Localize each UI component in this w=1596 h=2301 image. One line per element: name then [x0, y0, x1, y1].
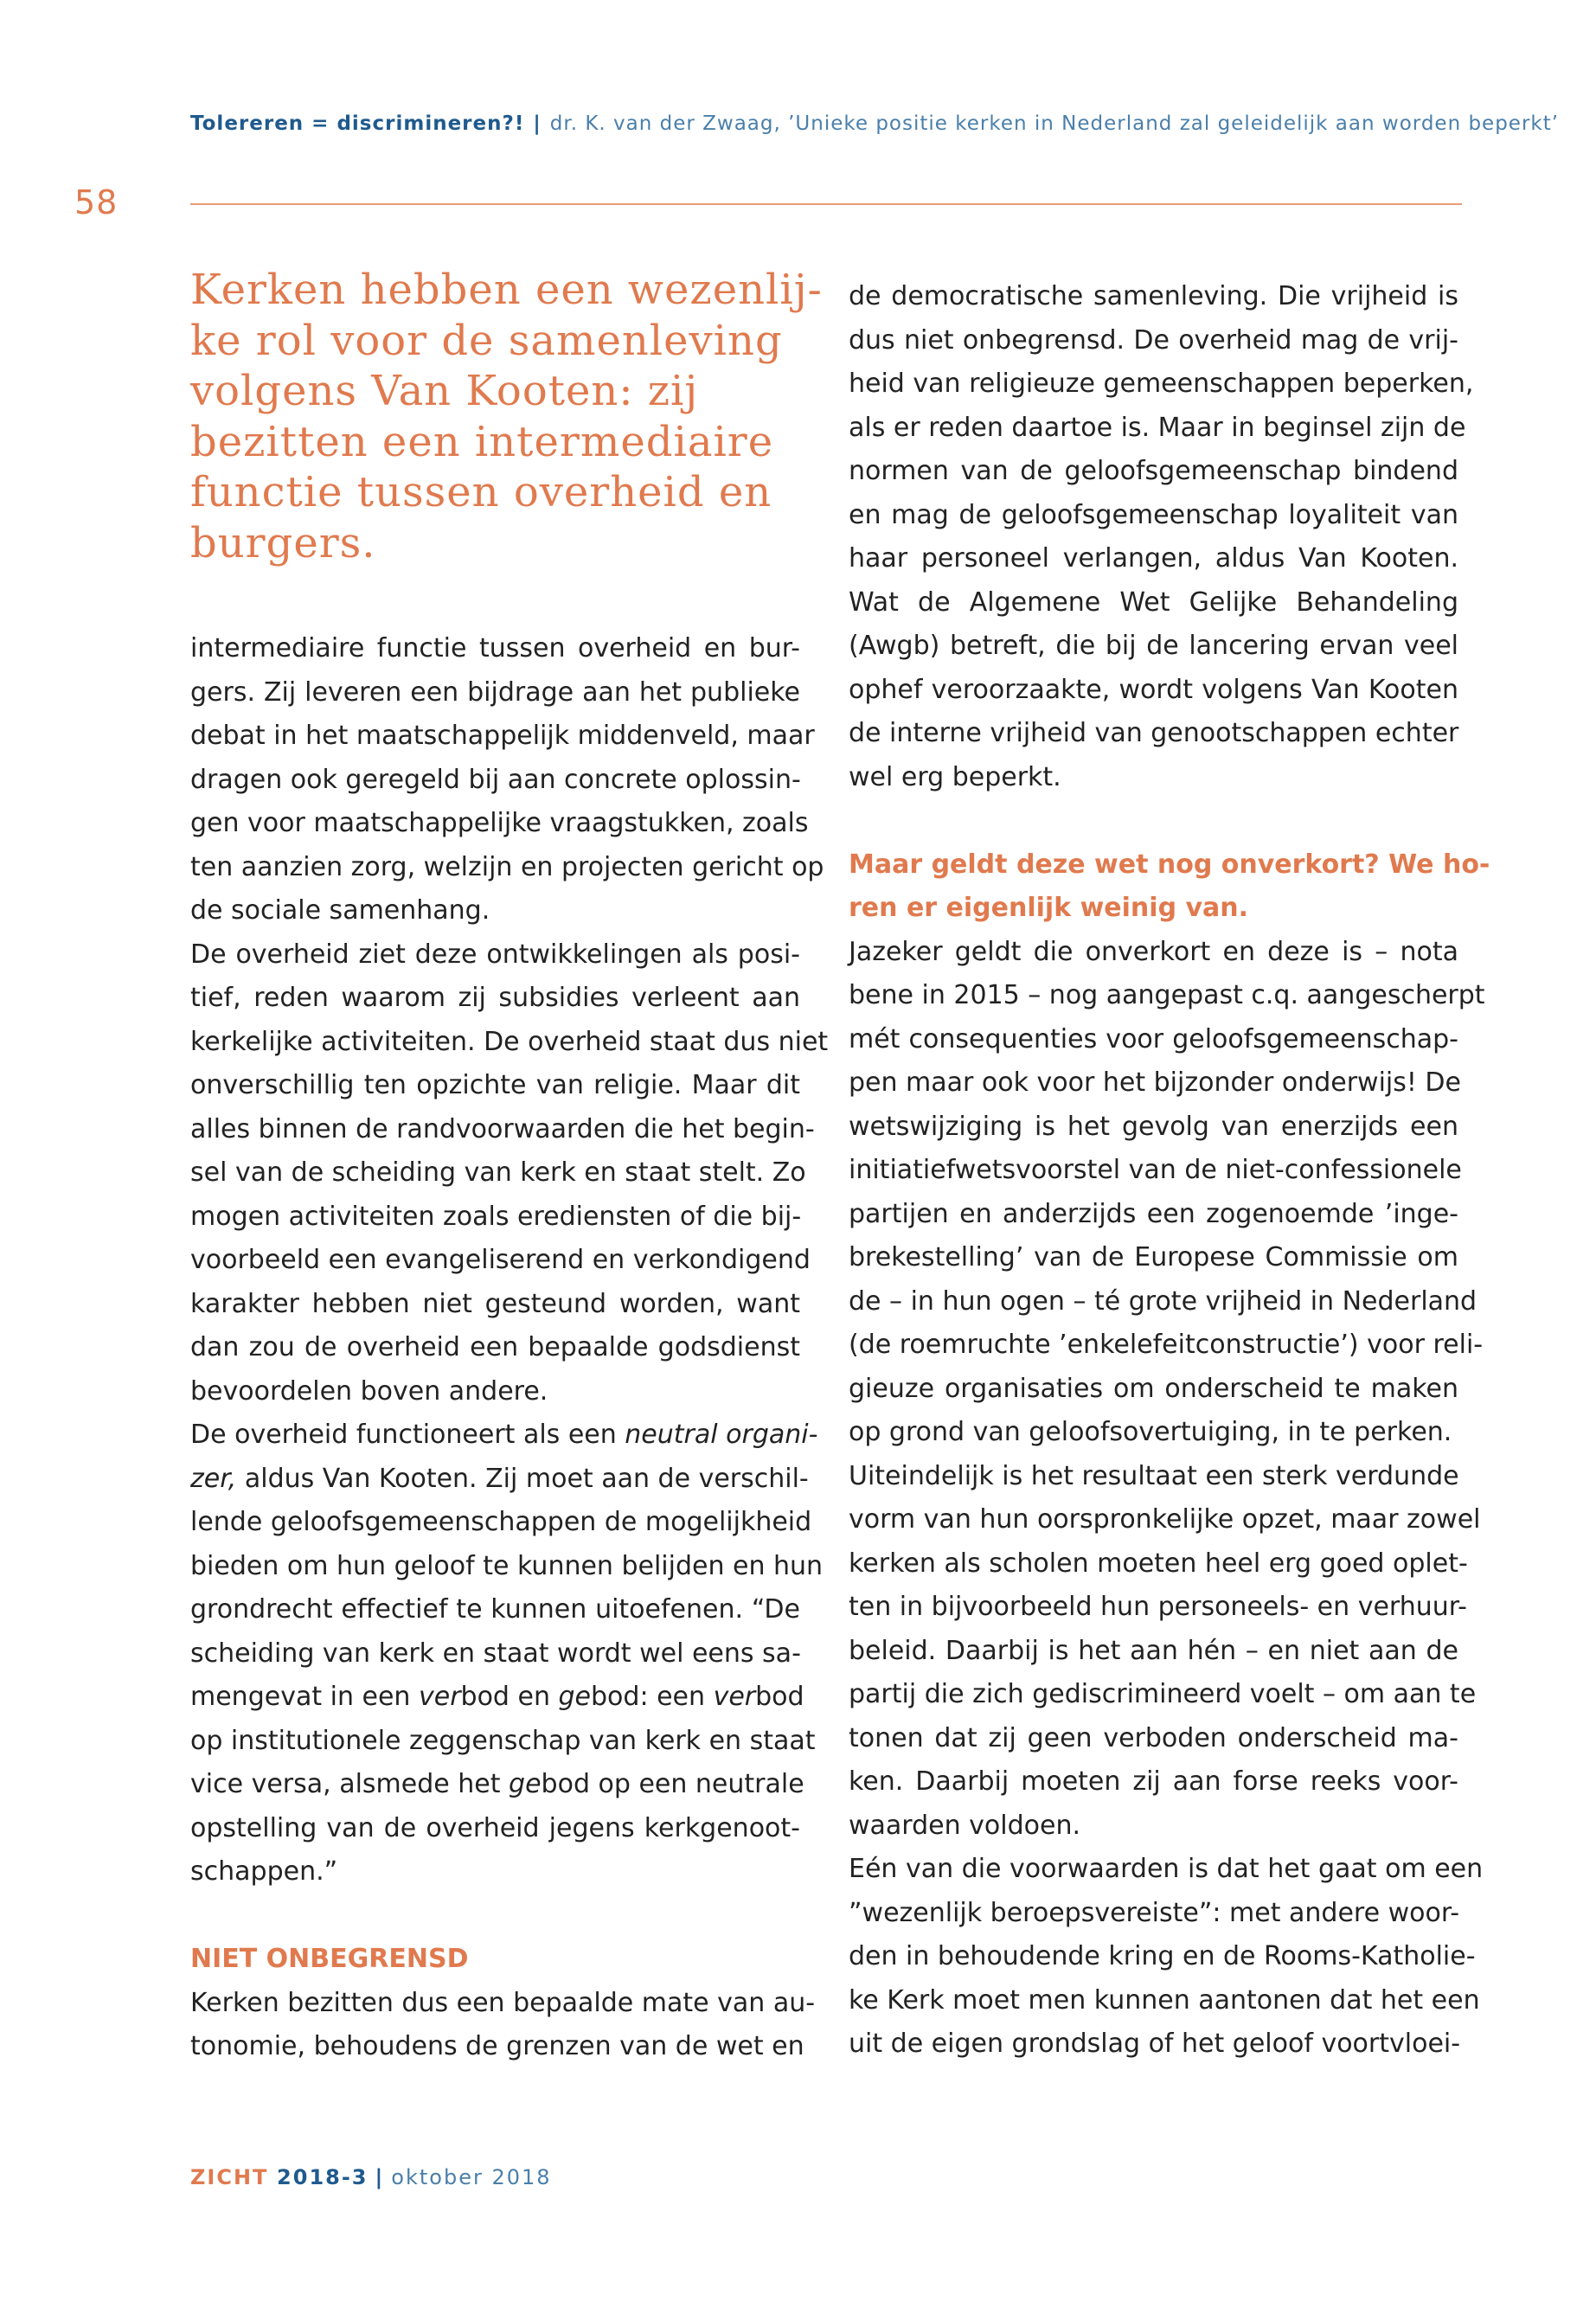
body-line: initiatiefwetsvoorstel van de niet-confessionele — [849, 1155, 1462, 1185]
text-run: De overheid functioneert als een — [190, 1420, 625, 1450]
interview-question-line: ren er eigenlijk weinig van. — [849, 893, 1249, 923]
body-line: kerkelijke activiteiten. De overheid staat dus niet — [190, 1026, 829, 1057]
body-line — [190, 1763, 804, 1807]
body-line: bieden om hun geloof te kunnen belijden en hun — [190, 1550, 824, 1581]
italic-run: ge — [558, 1682, 592, 1712]
running-header — [190, 112, 1560, 135]
right-column-lines-a — [849, 275, 1474, 799]
text-run: bod — [755, 1682, 804, 1712]
body-line — [190, 1413, 818, 1458]
footer-date: oktober 2018 — [391, 2165, 552, 2189]
body-line: de – in hun ogen – té grote vrijheid in Nederland — [849, 1285, 1477, 1317]
body-line: mogen activiteiten zoals erediensten of die bij- — [190, 1201, 802, 1232]
body-line: De overheid ziet deze ontwikkelingen als posi- — [190, 939, 800, 970]
header-series-title: Tolereren = discrimineren?! — [190, 112, 525, 135]
body-line: pen maar ook voor het bijzonder onderwijs! De — [849, 1067, 1461, 1098]
left-column — [190, 627, 829, 2069]
body-line: gieuze organisaties om onderscheid te maken — [849, 1373, 1458, 1404]
footer-magazine-name: ZICHT — [190, 2165, 269, 2189]
body-line: Uiteindelijk is het resultaat een sterk verdunde — [849, 1460, 1459, 1491]
body-line: debat in het maatschappelijk middenveld, maar — [190, 721, 815, 751]
body-line: heid van religieuze gemeenschappen beperken, — [849, 369, 1474, 399]
body-line: waarden voldoen. — [849, 1810, 1081, 1841]
body-line: ten aanzien zorg, welzijn en projecten gericht op — [190, 851, 824, 882]
italic-run: neutral organi- — [625, 1420, 818, 1450]
body-line: bene in 2015 – nog aangepast c.q. aangescherpt — [849, 980, 1485, 1010]
body-line: en mag de geloofsgemeenschap loyaliteit van — [849, 499, 1458, 530]
section-heading: NIET ONBEGRENSD — [190, 1944, 469, 1974]
body-line: kerken als scholen moeten heel erg goed oplet- — [849, 1548, 1468, 1579]
body-line: ke Kerk moet men kunnen aantonen dat het een — [849, 1984, 1480, 2016]
right-column-lines-b — [849, 931, 1485, 2067]
body-line: partijen en anderzijds een zogenoemde ’inge- — [849, 1198, 1458, 1229]
italic-run: zer, — [190, 1463, 237, 1494]
body-line: haar personeel verlangen, aldus Van Kooten. — [849, 543, 1458, 574]
body-line: tief, reden waarom zij subsidies verleent aan — [190, 983, 800, 1013]
pull-quote-line: Kerken hebben een wezenlij- — [190, 266, 823, 314]
body-line: mét consequenties voor geloofsgemeenschap- — [849, 1023, 1458, 1054]
body-line: tonomie, behoudens de grenzen van de wet en — [190, 2031, 804, 2061]
pull-quote-line: bezitten een intermediaire — [190, 417, 774, 466]
body-line: ten in bijvoorbeeld hun personeels- en verhuur- — [849, 1592, 1467, 1622]
pull-quote-line: functie tussen overheid en — [190, 468, 772, 516]
body-line: brekestelling’ van de Europese Commissie om — [849, 1242, 1458, 1272]
body-line: Eén van die voorwaarden is dat het gaat om een — [849, 1854, 1484, 1884]
body-line — [190, 1676, 804, 1720]
body-line: intermediaire functie tussen overheid en bur- — [190, 633, 800, 663]
footer-separator: | — [375, 2165, 385, 2189]
body-line: karakter hebben niet gesteund worden, want — [190, 1288, 800, 1319]
paragraph-gap — [849, 799, 1458, 843]
body-line: onverschillig ten opzichte van religie. Maar dit — [190, 1070, 800, 1100]
body-line: schappen.” — [190, 1856, 338, 1887]
header-divider — [190, 203, 1462, 205]
body-line: tonen dat zij geen verboden onderscheid ma- — [849, 1722, 1458, 1753]
body-line: op institutionele zeggenschap van kerk en staat — [190, 1725, 816, 1756]
left-column-lines — [190, 627, 829, 1413]
body-line: Jazeker geldt die onverkort en deze is – nota — [849, 936, 1458, 967]
body-line: grondrecht effectief te kunnen uitoefenen. “De — [190, 1594, 800, 1625]
body-line: (Awgb) betreft, die bij de lancering ervan veel — [849, 631, 1458, 661]
body-line: dan zou de overheid een bepaalde godsdienst — [190, 1332, 800, 1362]
body-line: ken. Daarbij moeten zij aan forse reeks voor- — [849, 1766, 1458, 1797]
body-line: de democratische samenleving. Die vrijheid is — [849, 281, 1458, 311]
body-line: sel van de scheiding van kerk en staat stelt. Zo — [190, 1157, 806, 1188]
text-run: bod op een neutrale — [541, 1769, 804, 1799]
page-number: 58 — [74, 183, 119, 221]
footer-issue: 2018-3 — [277, 2165, 369, 2189]
body-line: opstelling van de overheid jegens kerkgenoot- — [190, 1812, 800, 1843]
header-article-title: dr. K. van der Zwaag, ’Unieke positie kerken in Nederland zal geleidelijk aan worden beperkt’ — [549, 112, 1560, 135]
body-line: den in behoudende kring en de Rooms-Katholie- — [849, 1941, 1476, 1971]
italic-run: ge — [509, 1769, 542, 1799]
header-separator: | — [533, 112, 542, 135]
body-line: scheiding van kerk en staat wordt wel eens sa- — [190, 1638, 801, 1669]
body-line: wetswijziging is het gevolg van enerzijds een — [849, 1111, 1458, 1142]
pull-quote-line: ke rol voor de samenleving — [190, 316, 783, 365]
body-line: als er reden daartoe is. Maar in beginsel zijn de — [849, 412, 1466, 443]
body-line: uit de eigen grondslag of het geloof voortvloei- — [849, 2029, 1461, 2059]
body-line: beleid. Daarbij is het aan hén – en niet aan de — [849, 1635, 1458, 1666]
body-line: partij die zich gediscrimineerd voelt – om aan te — [849, 1679, 1477, 1709]
page-footer — [190, 2165, 552, 2189]
text-run: bod en — [460, 1682, 559, 1712]
body-line: bevoordelen boven andere. — [190, 1375, 548, 1407]
body-line: gers. Zij leveren een bijdrage aan het publieke — [190, 676, 800, 708]
body-line: de interne vrijheid van genootschappen echter — [849, 718, 1459, 748]
paragraph-gap — [190, 1894, 800, 1939]
body-line: lende geloofsgemeenschappen de mogelijkheid — [190, 1507, 812, 1537]
pull-quote — [190, 265, 823, 568]
body-line: (de roemruchte ’enkelefeitconstructie’) voor reli- — [849, 1330, 1484, 1360]
pull-quote-line: volgens Van Kooten: zij — [190, 367, 699, 415]
body-line: vorm van hun oorspronkelijke opzet, maar zowel — [849, 1504, 1481, 1535]
italic-run: ver — [418, 1682, 461, 1712]
body-line: voorbeeld een evangeliserend en verkondigend — [190, 1245, 811, 1275]
pull-quote-line: burgers. — [190, 518, 376, 567]
body-line: Wat de Algemene Wet Gelijke Behandeling — [849, 586, 1458, 618]
body-line: Kerken bezitten dus een bepaalde mate van au- — [190, 1987, 816, 2018]
body-line: ”wezenlijk beroepsvereiste”: met andere woor- — [849, 1897, 1460, 1928]
body-line — [190, 1458, 809, 1502]
text-run: mengevat in een — [190, 1682, 419, 1712]
interview-question-line: Maar geldt deze wet nog onverkort? We ho- — [849, 849, 1490, 880]
body-line: ophef veroorzaakte, wordt volgens Van Kooten — [849, 674, 1458, 705]
italic-run: ver — [713, 1682, 756, 1712]
text-run: vice versa, alsmede het — [190, 1769, 510, 1799]
body-line: op grond van geloofsovertuiging, in te perken. — [849, 1417, 1452, 1447]
body-line: gen voor maatschappelijke vraagstukken, zoals — [190, 808, 809, 838]
body-line: dus niet onbegrensd. De overheid mag de vrij- — [849, 324, 1458, 356]
right-column — [849, 275, 1490, 2067]
body-line: alles binnen de randvoorwaarden die het begin- — [190, 1113, 815, 1144]
text-run: aldus Van Kooten. Zij moet aan de verschil- — [236, 1463, 809, 1494]
body-line: wel erg beperkt. — [849, 761, 1061, 792]
body-line: dragen ook geregeld bij aan concrete oplossin- — [190, 764, 801, 795]
body-line: normen van de geloofsgemeenschap bindend — [849, 456, 1458, 486]
body-line: de sociale samenhang. — [190, 895, 490, 926]
text-run: bod: een — [591, 1682, 714, 1712]
